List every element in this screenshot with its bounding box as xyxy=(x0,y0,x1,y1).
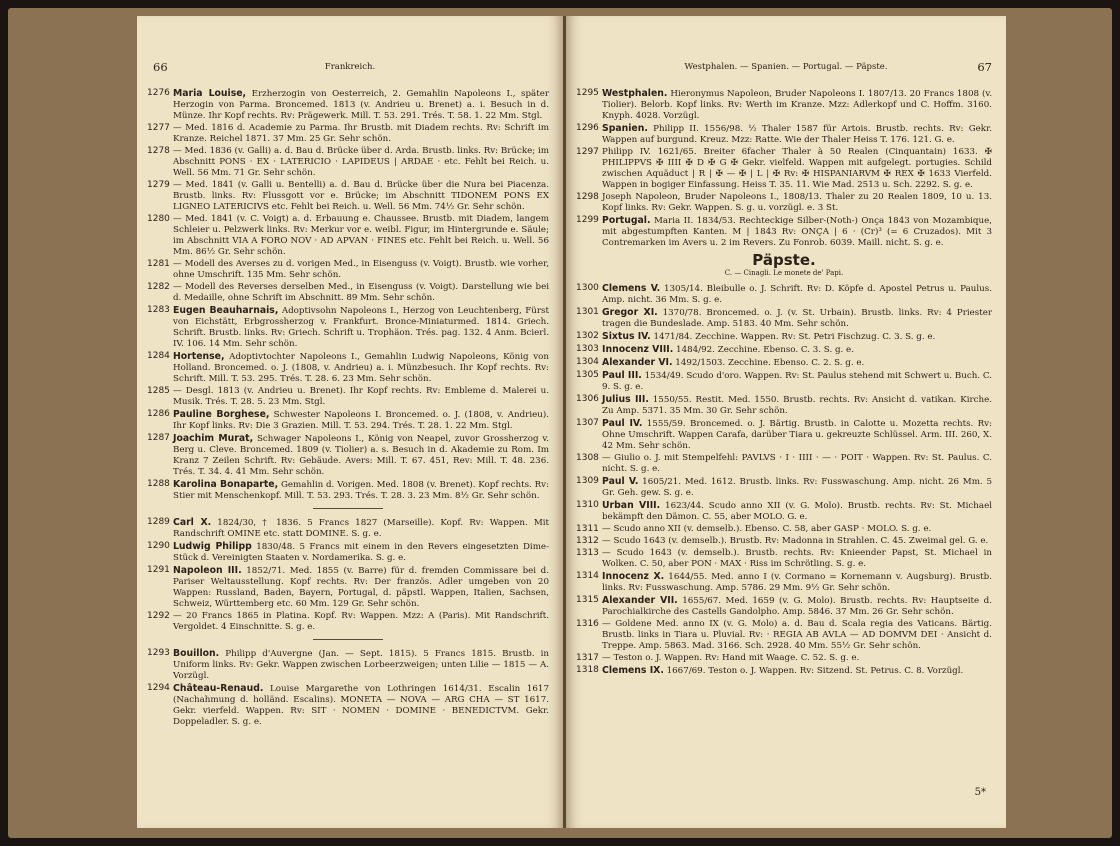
catalog-entry xyxy=(147,611,549,633)
catalog-entry xyxy=(576,665,992,677)
catalog-entry xyxy=(147,123,549,145)
entry-description: — Med. 1836 (v. Galli) a. d. Bau d. Brücke über d. Arda. Brustb. links. Rv: Brücke; im Abschnitt PONS · EX · LATERICIO · LAPIDEUS | ARDAE · etc. Fehlt bei Reich. u. Well. 56 Mm. 71 Gr. Sehr schön. xyxy=(173,146,549,178)
catalog-entry xyxy=(147,180,549,213)
entry-number: 1316 xyxy=(576,619,599,629)
entry-name: Gregor XI. xyxy=(602,307,658,318)
entry-description: Joseph Napoleon, Bruder Napoleons I., 1808/13. Thaler zu 20 Realen 1809, 10 u. 13. Kopf links. Rv: Gekr. Wappen. S. g. u. vorzügl. e. 3 St. xyxy=(602,192,992,213)
entry-description: Hieronymus Napoleon, Bruder Napoleons I. 1807/13. 20 Francs 1808 (v. Tiolier). Belorb. Kopf links. Rv: Werth im Kranze. Mzz: Adlerkopf und C. Hoffm. 3160. Knyph. 4028. Vorzügl. xyxy=(602,89,992,121)
entry-name: Innocenz VIII. xyxy=(602,344,674,355)
entry-number: 1284 xyxy=(147,351,170,361)
catalog-entry xyxy=(147,259,549,281)
entry-text xyxy=(602,344,992,356)
entry-text xyxy=(173,648,549,682)
entry-text xyxy=(602,192,992,214)
entry-number: 1297 xyxy=(576,147,599,157)
entry-text xyxy=(602,331,992,343)
entry-description: 1605/21. Med. 1612. Brustb. links. Rv: Fusswaschung. Amp. nicht. 26 Mm. 5 Gr. Geh. gew. S. g. e. xyxy=(602,477,992,498)
entry-description: 1484/92. Zecchine. Ebenso. C. 3. S. g. e. xyxy=(673,345,854,355)
catalog-entry xyxy=(576,524,992,535)
catalog-entry xyxy=(576,394,992,417)
entry-text xyxy=(602,595,992,618)
catalog-entry xyxy=(576,595,992,618)
entry-number: 1305 xyxy=(576,370,599,380)
entry-number: 1287 xyxy=(147,433,170,443)
entry-text xyxy=(173,123,549,145)
entry-text xyxy=(602,571,992,594)
entry-description: Erzherzogin von Oesterreich, 2. Gemahlin Napoleons I., später Herzogin von Parma. Broncemed. 1813 (v. Andrieu u. Brenet) a. i. Besuch in d. Münze. Ihr Kopf rechts. Rv: Prägewerk. Mill. T. 53. 291. Trés. T. 58. 1. 22 Mm. Stgl. xyxy=(173,89,549,121)
entry-text xyxy=(602,357,992,369)
catalog-entry xyxy=(147,146,549,179)
section-title: Päpste. xyxy=(752,251,816,269)
entry-number: 1296 xyxy=(576,123,599,133)
entry-name: Pauline Borghese, xyxy=(173,409,270,420)
entry-name: Alexander VI. xyxy=(602,357,673,368)
entry-text xyxy=(173,180,549,213)
catalog-entry xyxy=(147,648,549,682)
entry-description: — Med. 1841 (v. C. Voigt) a. d. Erbauung e. Chaussee. Brustb. mit Diadem, langem Schleier u. Pelzwerk links. Rv: Merkur vor e. weibl. Figur, im Hintergrunde e. Säule; im Abschnitt VIA A FORO NOV · AD APVAN · FINES etc. Fehlt bei Reich. u. Well. 56 Mm. 86½ Gr. Sehr schön. xyxy=(173,214,549,257)
entry-name: Paul V. xyxy=(602,476,639,487)
right-page xyxy=(566,16,1006,828)
entry-description: Adoptivsohn Napoleons I., Herzog von Leuchtenberg, Fürst von Eichstätt, Erbgrossherzog v. Frankfurt. Bronce-Miniaturmed. 1814. Griech. Schrift. Brustb. links. Rv: Griech. Schrift u. Trophäon. Trés. pag. 132. 4 Anm. Bcierl. IV. 106. 14 Mm. Sehr schön. xyxy=(173,306,549,349)
entry-number: 1295 xyxy=(576,88,599,98)
entry-name: Napoleon III. xyxy=(173,565,242,576)
catalog-entry xyxy=(147,214,549,258)
entry-number: 1311 xyxy=(576,524,599,534)
catalog-entry xyxy=(576,653,992,664)
entry-number: 1307 xyxy=(576,418,599,428)
entry-text xyxy=(602,394,992,417)
entry-description: — Giulio o. J. mit Stempelfehl: PAVLVS · I · IIII · — · POIT · Wappen. Rv: St. Paulus. C. nicht. S. g. e. xyxy=(602,453,992,474)
entry-number: 1294 xyxy=(147,683,170,693)
catalog-entry xyxy=(576,370,992,393)
catalog-entry xyxy=(576,192,992,214)
catalog-entry xyxy=(576,571,992,594)
left-entries xyxy=(147,88,549,729)
entry-name: Clemens V. xyxy=(602,283,661,294)
entry-description: 1370/78. Broncemed. o. J. (v. St. Urbain). Brustb. links. Rv: 4 Priester tragen die Bundeslade. Amp. 5183. 40 Mm. Sehr schön. xyxy=(602,308,993,329)
entry-description: — Scudo 1643 (v. demselb.). Brustb. Rv: Madonna in Strahlen. C. 45. Zweimal gel. G. e. xyxy=(602,536,989,546)
entry-name: Sixtus IV. xyxy=(602,331,651,342)
entry-name: Westphalen. xyxy=(602,88,668,99)
entry-number: 1313 xyxy=(576,548,599,558)
entry-number: 1293 xyxy=(147,648,170,658)
entry-text xyxy=(173,214,549,258)
left-running-head xyxy=(137,60,563,74)
entry-number: 1308 xyxy=(576,453,599,463)
catalog-entry xyxy=(147,351,549,385)
entry-description: Philipp d'Auvergne (Jan. — Sept. 1815). 5 Francs 1815. Brustb. in Uniform links. Rv: Gekr. Wappen zwischen Lorbeerzweigen; unten Lilie — 1815 — A. Vorzügl. xyxy=(173,649,549,681)
entry-description: Gemahlin d. Vorigen. Med. 1808 (v. Brenet). Kopf rechts. Rv: Stier mit Menschenkopf. Mill. T. 53. 293. Trés. T. 28. 3. 23 Mm. 8½ Gr. Sehr schön. xyxy=(173,480,549,501)
catalog-entry xyxy=(576,500,992,523)
entry-text xyxy=(602,476,992,499)
entry-description: 1305/14. Bleibulle o. J. Schrift. Rv: D. Köpfe d. Apostel Petrus u. Paulus. Amp. nicht. 36 Mm. S. g. e. xyxy=(602,284,992,305)
entry-description: 1667/69. Teston o. J. Wappen. Rv: Sitzend. St. Petrus. C. 8. Vorzügl. xyxy=(663,666,964,676)
entry-description: Philipp IV. 1621/65. Breiter 6facher Thaler à 50 Realen (Cinquantain) 1633. ✠ PHILIPPVS ✠ IIII ✠ D ✠ G ✠ Gekr. vielfeld. Wappen mit aufgelegt. portugies. Schild zwischen Aquäduct | R | ✠ — ✠ | L | ✠ Rv: ✠ HISPANIARVM ✠ REX ✠ 1633 Vierfeld. Wappen in bogiger Einfassung. Heiss T. 35. 11. Wie Mad. 2513 u. Sch. 2292. S. g. e. xyxy=(602,147,992,190)
entry-description: 1550/55. Restit. Med. 1550. Brustb. rechts. Rv: Ansicht d. vatikan. Kirche. Zu Amp. 5371. 35 Mm. 30 Gr. Sehr schön. xyxy=(602,395,992,416)
right-running-head xyxy=(566,60,1006,74)
entry-number: 1301 xyxy=(576,307,599,317)
catalog-entry xyxy=(576,307,992,330)
entry-number: 1303 xyxy=(576,344,599,354)
entry-name: Joachim Murat, xyxy=(173,433,254,444)
catalog-entry xyxy=(147,683,549,728)
entry-number: 1285 xyxy=(147,386,170,396)
entry-name: Hortense, xyxy=(173,351,225,362)
entry-text xyxy=(602,665,992,677)
entry-number: 1279 xyxy=(147,180,170,190)
entry-text xyxy=(173,282,549,304)
catalog-entry xyxy=(576,418,992,452)
entry-text xyxy=(173,541,549,564)
catalog-entry xyxy=(576,147,992,191)
entry-name: Château-Renaud. xyxy=(173,683,264,694)
entry-number: 1315 xyxy=(576,595,599,605)
entry-name: Paul IV. xyxy=(602,418,643,429)
entry-text xyxy=(602,536,992,547)
entry-description: 1830/48. 5 Francs mit einem in den Revers eingesetzten Dime-Stück d. Vereinigten Staaten v. Nordamerika. S. g. e. xyxy=(173,542,550,563)
entry-text xyxy=(602,307,992,330)
entry-text xyxy=(602,283,992,306)
entry-description: 1471/84. Zecchine. Wappen. Rv: St. Petri Fischzug. C. 3. S. g. e. xyxy=(650,332,936,342)
entry-text xyxy=(173,433,549,478)
entry-name: Ludwig Philipp xyxy=(173,541,252,552)
entry-text xyxy=(602,653,992,664)
entry-number: 1302 xyxy=(576,331,599,341)
entry-number: 1312 xyxy=(576,536,599,546)
entry-description: Philipp II. 1556/98. ½ Thaler 1587 für Artois. Brustb. rechts. Rv: Gekr. Wappen auf burgund. Kreuz. Mzz: Ratte. Wie der Thaler Heiss T. 176. 121. G. e. xyxy=(602,124,992,145)
right-entries-a xyxy=(576,88,992,249)
entry-number: 1282 xyxy=(147,282,170,292)
catalog-entry xyxy=(576,331,992,343)
right-page-number: 67 xyxy=(977,60,992,74)
right-entries-b xyxy=(576,283,992,677)
entry-text xyxy=(173,479,549,502)
catalog-entry xyxy=(147,433,549,478)
entry-description: — Desgl. 1813 (v. Andrieu u. Brenet). Ihr Kopf rechts. Rv: Embleme d. Malerei u. Musik. Trés. T. 28. 5. 23 Mm. Stgl. xyxy=(173,386,549,407)
entry-text xyxy=(173,351,549,385)
entry-number: 1314 xyxy=(576,571,599,581)
entry-description: Maria II. 1834/53. Rechteckige Silber-(Noth-) Onça 1843 von Mozambique, mit abgestumpften Kanten. M | 1843 Rv: ONÇA | 6 · (Cr)³ (= 6 Cruzados). Mit 3 Contremarken im Avers u. 2 im Revers. Zu Fonrob. 6039. Maill. nicht. S. g. e. xyxy=(602,216,992,248)
entry-number: 1310 xyxy=(576,500,599,510)
entry-description: — Teston o. J. Wappen. Rv: Hand mit Waage. C. 52. S. g. e. xyxy=(602,653,860,663)
entry-name: Carl X. xyxy=(173,517,212,528)
entry-text xyxy=(602,88,992,122)
entry-description: 1555/59. Broncemed. o. J. Bärtig. Brustb. in Calotte u. Mozetta rechts. Rv: Ohne Umschrift. Wappen Carafa, darüber Tiara u. gekreuzte Schlüssel. Arm. III. 260, X. 42 Mm. Sehr schön. xyxy=(602,419,992,451)
entry-description: Louise Margarethe von Lothringen 1614/31. Escalin 1617 (Nachahmung d. holländ. Escalins). MONETA — NOVA — ARG CHA — ST 1617. Gekr. vierfeld. Wappen. Rv: SIT · NOMEN · DOMINE · BENEDICTVM. Gekr. Doppeladler. S. g. e. xyxy=(173,684,549,727)
separator-rule xyxy=(313,639,383,640)
entry-name: Maria Louise, xyxy=(173,88,247,99)
entry-description: 1644/55. Med. anno I (v. Cormano = Kornemann v. Augsburg). Brustb. links. Rv: Fusswaschung. Amp. 5786. 29 Mm. 9½ Gr. Sehr schön. xyxy=(602,572,992,593)
entry-text xyxy=(173,683,549,728)
catalog-entry xyxy=(576,536,992,547)
entry-description: — Modell des Averses zu d. vorigen Med., in Eisenguss (v. Voigt). Brustb. wie vorher, ohne Umschrift. 135 Mm. Sehr schön. xyxy=(173,259,549,280)
entry-text xyxy=(602,500,992,523)
entry-text xyxy=(173,409,549,432)
catalog-entry xyxy=(147,305,549,350)
entry-name: Spanien. xyxy=(602,123,648,134)
entry-description: 1824/30, † 1836. 5 Francs 1827 (Marseille). Kopf. Rv: Wappen. Mit Randschrift OMINE etc. statt DOMINE. S. g. e. xyxy=(173,518,549,539)
entry-number: 1278 xyxy=(147,146,170,156)
entry-description: — Scudo anno XII (v. demselb.). Ebenso. C. 58, aber GASP · MOLO. S. g. e. xyxy=(602,524,932,534)
entry-text xyxy=(602,524,992,535)
entry-text xyxy=(173,611,549,633)
entry-number: 1291 xyxy=(147,565,170,575)
entry-text xyxy=(173,259,549,281)
signature-mark: 5* xyxy=(974,787,986,798)
entry-number: 1281 xyxy=(147,259,170,269)
entry-number: 1299 xyxy=(576,215,599,225)
catalog-entry xyxy=(576,357,992,369)
left-page xyxy=(137,16,563,828)
section-subtitle: C. — Cinagli. Le monete de' Papi. xyxy=(724,269,844,277)
catalog-entry xyxy=(576,619,992,652)
entry-name: Eugen Beauharnais, xyxy=(173,305,279,316)
entry-description: 1655/67. Med. 1659 (v. G. Molo). Brustb. rechts. Rv: Hauptseite d. Parochialkirche des Castells Gandolpho. Amp. 5846. 37 Mm. 26 Gr. Sehr schön. xyxy=(602,596,992,617)
catalog-entry xyxy=(147,409,549,432)
entry-name: Portugal. xyxy=(602,215,651,226)
entry-description: Schwager Napoleons I., König von Neapel, zuvor Grossherzog v. Berg u. Cleve. Broncemed. 1809 (v. Tiolier) a. s. Besuch in d. Akademie zu Rom. Im Kranz 7 Zeilen Schrift. Rv: Gebäude. Avers: Mill. T. 67. 451, Rev: Mill. T. 48. 236. Trés. T. 34. 4. 41 Mm. Sehr schön. xyxy=(173,434,549,477)
catalog-entry xyxy=(576,123,992,146)
right-entries xyxy=(576,88,992,678)
entry-text xyxy=(602,548,992,570)
entry-name: Julius III. xyxy=(602,394,649,405)
entry-description: Schwester Napoleons I. Broncemed. o. J. (1808, v. Andrieu). Ihr Kopf links. Rv: Die 3 Grazien. Mill. T. 53. 294. Trés. T. 28. 1. 22 Mm. Stgl. xyxy=(173,410,549,431)
entry-number: 1309 xyxy=(576,476,599,486)
catalog-entry xyxy=(576,344,992,356)
entry-number: 1317 xyxy=(576,653,599,663)
catalog-entry xyxy=(576,548,992,570)
entry-description: — Goldene Med. anno IX (v. G. Molo) a. d. Bau d. Scala regia des Vaticans. Bärtig. Brustb. links in Tiara u. Pluvial. Rv: · REGIA AB AVLA — AD DOMVM DEI · Ansicht d. Treppe. Amp. 5863. Mad. 3166. Sch. 2928. 40 Mm. 55½ Gr. Sehr schön. xyxy=(602,619,992,651)
entry-number: 1280 xyxy=(147,214,170,224)
entry-text xyxy=(602,453,992,475)
catalog-entry xyxy=(147,517,549,540)
entry-name: Bouillon. xyxy=(173,648,220,659)
entry-text xyxy=(173,386,549,408)
catalog-entry xyxy=(147,282,549,304)
entry-text xyxy=(173,305,549,350)
entry-name: Karolina Bonaparte, xyxy=(173,479,279,490)
catalog-entry xyxy=(147,88,549,122)
entry-description: — Scudo 1643 (v. demselb.). Brustb. rechts. Rv: Knieender Papst, St. Michael in Wolken. C. 50, aber PON · MAX · Riss im Schrötling. S. g. e. xyxy=(602,548,992,569)
catalog-entry xyxy=(147,386,549,408)
entry-number: 1288 xyxy=(147,479,170,489)
entry-description: — Med. 1841 (v. Galli u. Bentelli) a. d. Bau d. Brücke über die Nura bei Piacenza. Brustb. links. Rv: Flussgott vor e. Brücke; im Abschnitt TIDONEM PONS EX LIGNEO LATERICIVS etc. Fehlt bei Reich. u. Well. 56 Mm. 74½ Gr. Sehr schön. xyxy=(173,180,549,212)
entry-text xyxy=(602,619,992,652)
entry-number: 1289 xyxy=(147,517,170,527)
entry-text xyxy=(173,88,549,122)
entry-number: 1283 xyxy=(147,305,170,315)
separator-rule xyxy=(313,508,383,509)
entry-name: Paul III. xyxy=(602,370,642,381)
entry-text xyxy=(173,146,549,179)
entry-description: 1492/1503. Zecchine. Ebenso. C. 2. S. g. e. xyxy=(672,358,865,368)
entry-description: — Modell des Reverses derselben Med., in Eisenguss (v. Voigt). Darstellung wie bei d. Medaille, ohne Schrift im Abschnitt. 89 Mm. Sehr schön. xyxy=(173,282,549,303)
entry-name: Urban VIII. xyxy=(602,500,661,511)
entry-number: 1286 xyxy=(147,409,170,419)
entry-number: 1290 xyxy=(147,541,170,551)
entry-number: 1292 xyxy=(147,611,170,621)
catalog-entry xyxy=(576,283,992,306)
entry-description: 1852/71. Med. 1855 (v. Barre) für d. fremden Commissare bei d. Pariser Weltausstellung. Kopf rechts. Rv: Der französ. Adler umgeben von 20 Wappen: Russland, Baden, Bayern, Portugal, d. päpstl. Wappen, Italien, Sachsen, Schweiz, Württemberg etc. 60 Mm. 129 Gr. Sehr schön. xyxy=(173,566,550,609)
left-page-number: 66 xyxy=(153,60,168,74)
entry-number: 1276 xyxy=(147,88,170,98)
right-running-title: Westphalen. — Spanien. — Portugal. — Päpste. xyxy=(684,62,888,72)
entry-text xyxy=(602,418,992,452)
catalog-entry xyxy=(576,215,992,249)
entry-text xyxy=(602,370,992,393)
entry-text xyxy=(173,565,549,610)
entry-name: Clemens IX. xyxy=(602,665,664,676)
entry-number: 1306 xyxy=(576,394,599,404)
entry-description: 1534/49. Scudo d'oro. Wappen. Rv: St. Paulus stehend mit Schwert u. Buch. C. 9. S. g. e. xyxy=(602,371,992,392)
entry-text xyxy=(602,215,992,249)
catalog-entry xyxy=(576,453,992,475)
entry-text xyxy=(602,123,992,146)
entry-description: Adoptivtochter Napoleons I., Gemahlin Ludwig Napoleons, König von Holland. Broncemed. o. J. (1808, v. Andrieu) a. i. Münzbesuch. Ihr Kopf rechts. Rv: Schrift. Mill. T. 53. 295. Trés. T. 28. 6. 23 Mm. Sehr schön. xyxy=(173,352,549,384)
entry-description: 1623/44. Scudo anno XII (v. G. Molo). Brustb. rechts. Rv: St. Michael bekämpft den Dämon. C. 55, aber MOLO. G. e. xyxy=(602,501,992,522)
catalog-entry xyxy=(576,476,992,499)
entry-name: Alexander VII. xyxy=(602,595,678,606)
entry-description: — Med. 1816 d. Academie zu Parma. Ihr Brustb. mit Diadem rechts. Rv: Schrift im Kranze. Reichel 1871. 37 Mm. 25 Gr. Sehr schön. xyxy=(173,123,549,144)
entry-name: Innocenz X. xyxy=(602,571,665,582)
entry-number: 1300 xyxy=(576,283,599,293)
left-running-title: Frankreich. xyxy=(324,62,376,72)
catalog-entry xyxy=(147,541,549,564)
entry-number: 1298 xyxy=(576,192,599,202)
catalog-entry xyxy=(147,565,549,610)
entry-number: 1318 xyxy=(576,665,599,675)
entry-text xyxy=(173,517,549,540)
entry-number: 1277 xyxy=(147,123,170,133)
entry-text xyxy=(602,147,992,191)
entry-description: — 20 Francs 1865 in Platina. Kopf. Rv: Wappen. Mzz: A (Paris). Mit Randschrift. Vergoldet. 4 Einschnitte. S. g. e. xyxy=(173,611,549,632)
catalog-entry xyxy=(147,479,549,502)
catalog-entry xyxy=(576,88,992,122)
entry-number: 1304 xyxy=(576,357,599,367)
